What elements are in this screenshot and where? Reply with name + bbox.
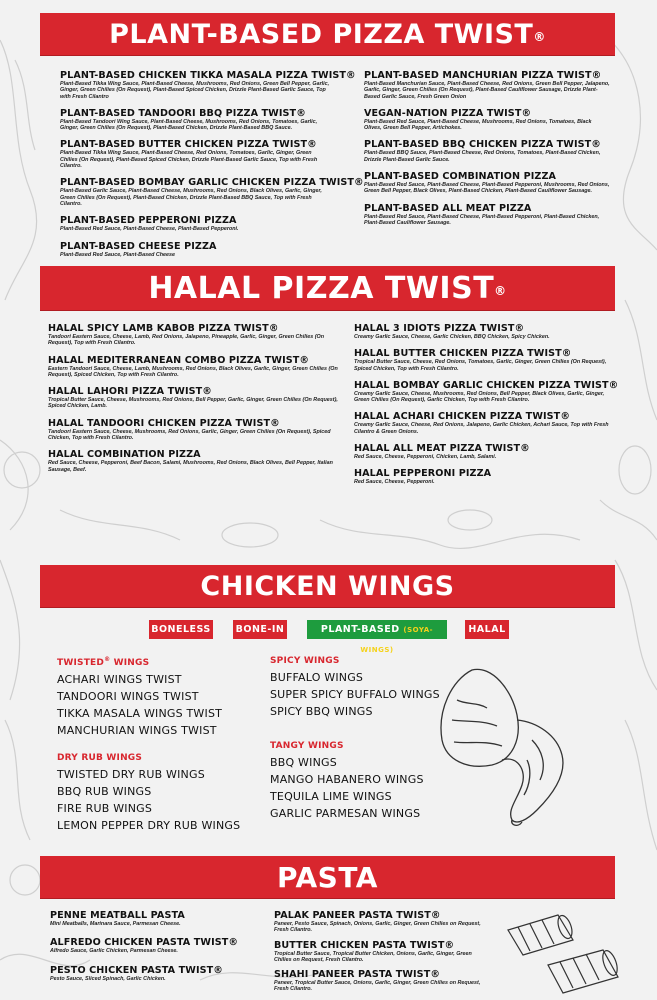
menu-item: HALAL SPICY LAMB KABOB PIZZA TWIST® Tandoori Eastern Sauce, Cheese, Lamb, Red Onions, Jalapeno, Pineapple, Garlic, Ginger, Green Chilies (On Request), Top with Fresh Cilantro. — [48, 323, 324, 347]
plant-based-banner — [40, 13, 615, 55]
tangy-wings-group — [270, 741, 440, 822]
chicken-wings-banner — [40, 565, 615, 607]
menu-item: VEGAN-NATION PIZZA TWIST® Plant-Based Red Sauce, Plant-Based Cheese, Mushrooms, Red Onions, Tomatoes, Black Olives, Green Bell Pepper, Artichokes. — [364, 107, 592, 132]
menu-item: HALAL TANDOORI CHICKEN PIZZA TWIST® Tandoori Eastern Sauce, Cheese, Mushrooms, Red Onions, Garlic, Ginger, Green Chilies (On Request), Spiced Chicken, Top with Fresh Cilantro. — [48, 417, 331, 442]
wing-item: BBQ WINGS — [270, 756, 337, 769]
pasta-left-column — [50, 910, 260, 990]
wing-item: FIRE RUB WINGS — [57, 802, 153, 815]
menu-item: HALAL MEDITERRANEAN COMBO PIZZA TWIST® Eastern Tandoori Sauce, Cheese, Lamb, Mushrooms, Red Onions, Black Olives, Garlic, Ginger, Green Chilies (On Request), Spiced Chicken, Top with Fresh Cilantro. — [48, 354, 338, 378]
chicken-wing-sketch-icon — [432, 660, 582, 830]
wings-right-column — [270, 656, 440, 836]
menu-item: BUTTER CHICKEN PASTA TWIST® Tropical Butter Sauce, Tropical Butter Chicken, Onions, Garlic, Ginger, Green Chilies on Request, Fresh Cilantro. — [274, 939, 472, 963]
menu-item: HALAL ALL MEAT PIZZA TWIST® Red Sauce, Cheese, Pepperoni, Chicken, Lamb, Salami. — [354, 443, 530, 461]
wing-item: BBQ RUB WINGS — [57, 785, 152, 798]
menu-item: PALAK PANEER PASTA TWIST® Paneer, Pesto Sauce, Spinach, Onions, Garlic, Ginger, Green Chilies on Request, Fresh Cilantro. — [274, 910, 481, 934]
wing-group-title: DRY RUB WINGS — [57, 753, 143, 763]
menu-item: HALAL PEPPERONI PIZZA Red Sauce, Cheese, Pepperoni. — [354, 468, 492, 486]
wing-group-title: TANGY WINGS — [270, 741, 344, 751]
menu-item: PLANT-BASED PEPPERONI PIZZA Plant-Based Red Sauce, Plant-Based Cheese, Plant-Based Pepperoni. — [60, 215, 239, 233]
pasta-title: PASTA — [277, 861, 378, 894]
tag-boneless: BONELESS — [149, 620, 213, 639]
registered-mark: ® — [533, 30, 546, 44]
menu-item: PLANT-BASED BBQ CHICKEN PIZZA TWIST® Plant-Based BBQ Sauce, Plant-Based Cheese, Red Onions, Tomatoes, Plant-Based Chicken, Drizzle Plant-Based Garlic Sauce. — [364, 139, 601, 163]
penne-pasta-sketch-icon — [498, 905, 628, 1000]
wing-item: TIKKA MASALA WINGS TWIST — [57, 707, 223, 720]
menu-item: PLANT-BASED CHEESE PIZZA Plant-Based Red Sauce, Plant-Based Cheese — [60, 240, 217, 258]
wing-group-title: TWISTED® WINGS — [57, 656, 150, 668]
chicken-wings-title: CHICKEN WINGS — [200, 571, 455, 602]
wing-item: ACHARI WINGS TWIST — [57, 673, 182, 686]
wing-item: GARLIC PARMESAN WINGS — [270, 807, 421, 820]
menu-item: PLANT-BASED CHICKEN TIKKA MASALA PIZZA TWIST® Plant-Based Tikka Wing Sauce, Plant-Based Cheese, Mushrooms, Red Onions, Green Bell Pepper, Garlic, Ginger, Green Chilies (On Request), Plant-Based Spiced Chicken, Drizzle Plant-Based Garlic Sauce, Top with Fresh Cilantro — [60, 70, 356, 100]
menu-item: SHAHI PANEER PASTA TWIST® Paneer, Tropical Butter Sauce, Onions, Garlic, Ginger, Green Chilies on Request, Fresh Cilantro. — [274, 969, 481, 993]
menu-item: PESTO CHICKEN PASTA TWIST® Pesto Sauce, Sliced Spinach, Garlic Chicken. — [50, 964, 223, 982]
wing-group-title: SPICY WINGS — [270, 656, 340, 666]
pasta-right-column — [274, 910, 489, 1000]
menu-item: PLANT-BASED BUTTER CHICKEN PIZZA TWIST® Plant-Based Tikka Wing Sauce, Plant-Based Cheese, Red Onions, Tomatoes, Garlic, Ginger, Green Chilies (On Request), Plant-Based Spiced Chicken, Drizzle Plant-Based Garlic Sauce, Top with Fresh Cilantro. — [60, 139, 318, 170]
wing-item: TEQUILA LIME WINGS — [270, 790, 392, 803]
plant-based-title: PLANT-BASED PIZZA TWIST — [109, 19, 534, 50]
wing-item: TANDOORI WINGS TWIST — [57, 690, 199, 703]
plant-based-right-column — [364, 70, 610, 234]
twisted-wings-group — [57, 656, 257, 739]
menu-item: HALAL BUTTER CHICKEN PIZZA TWIST® Tropical Butter Sauce, Cheese, Red Onions, Tomatoes, Garlic, Ginger, Green Chilies (On Request), Spiced Chicken, Top with Fresh Cilantro. — [354, 348, 607, 372]
wing-item: SPICY BBQ WINGS — [270, 705, 373, 718]
menu-item: PENNE MEATBALL PASTA Mini Meatballs, Marinara Sauce, Parmesan Cheese. — [50, 910, 185, 927]
wing-item: LEMON PEPPER DRY RUB WINGS — [57, 819, 241, 832]
menu-item: HALAL BOMBAY GARLIC CHICKEN PIZZA TWIST® Creamy Garlic Sauce, Cheese, Mushrooms, Red Onions, Bell Pepper, Black Olives, Garlic, Ginger, Green Chilies (On Request), Garlic Chicken, Top with Fresh Cilantro. — [354, 379, 619, 404]
menu-item: PLANT-BASED COMBINATION PIZZA Plant-Based Red Sauce, Plant-Based Cheese, Plant-Based Pepperoni, Mushrooms, Red Onions, Green Bell Pepper, Black Olives, Plant-Based Chicken, Plant-Based Cauliflower Sausage. — [364, 171, 610, 195]
menu-item: HALAL COMBINATION PIZZA Red Sauce, Cheese, Pepperoni, Beef Bacon, Salami, Mushrooms, Red Onions, Black Olives, Bell Pepper, Italian Sausage, Beef. — [48, 449, 333, 473]
menu-item: PLANT-BASED TANDOORI BBQ PIZZA TWIST® Plant-Based Tandoori Wing Sauce, Plant-Based Cheese, Mushrooms, Red Onions, Tomatoes, Garlic, Ginger, Green Chilies (On Request), Plant-Based Chicken, Drizzle Plant-Based BBQ Sauce. — [60, 107, 318, 132]
wing-item: BUFFALO WINGS — [270, 671, 364, 684]
menu-item: PLANT-BASED BOMBAY GARLIC CHICKEN PIZZA TWIST® Plant-Based Garlic Sauce, Plant-Based Cheese, Mushrooms, Red Onions, Black Olives, Garlic, Ginger, Green Chilies (On Request), Plant-Based Chicken, Drizzle Plant-Based BBQ Sauce, Top with Fresh Cilantro. — [60, 177, 364, 207]
tag-halal: HALAL — [465, 620, 509, 639]
menu-item: HALAL 3 IDIOTS PIZZA TWIST® Creamy Garlic Sauce, Cheese, Garlic Chicken, BBQ Chicken, Spicy Chicken. — [354, 323, 550, 340]
wings-left-column — [57, 656, 257, 848]
menu-item: HALAL ACHARI CHICKEN PIZZA TWIST® Creamy Garlic Sauce, Cheese, Red Onions, Jalapeno, Garlic Chicken, Achari Sauce, Top with Fresh Cilantro & Green Onions. — [354, 411, 609, 435]
registered-mark: ® — [494, 284, 507, 298]
wing-item: MANGO HABANERO WINGS — [270, 773, 424, 786]
wing-item: SUPER SPICY BUFFALO WINGS — [270, 688, 440, 701]
wing-item: TWISTED DRY RUB WINGS — [57, 768, 205, 781]
plant-based-left-column — [60, 70, 364, 266]
tag-bone-in: BONE-IN — [233, 620, 287, 639]
halal-title: HALAL PIZZA TWIST — [148, 271, 495, 306]
wing-type-tags — [0, 620, 657, 654]
menu-item: PLANT-BASED MANCHURIAN PIZZA TWIST® Plant-Based Manchurian Sauce, Plant-Based Cheese, Red Onions, Green Bell Pepper, Jalapeno, Garlic, Ginger, Green Chilies (On Request), Plant-Based Cauliflower Sausage, Drizzle Plant-Based Garlic Sauce, Fresh Green Onion — [364, 70, 610, 100]
pasta-banner — [40, 856, 615, 898]
halal-banner — [40, 266, 615, 310]
halal-left-column — [48, 323, 338, 481]
menu-item: HALAL LAHORI PIZZA TWIST® Tropical Butter Sauce, Cheese, Mushrooms, Red Onions, Bell Pepper, Garlic, Ginger, Green Chilies (On Request), Spiced Chicken, Lamb. — [48, 386, 338, 410]
wing-item: MANCHURIAN WINGS TWIST — [57, 724, 217, 737]
spicy-wings-group — [270, 656, 440, 720]
menu-item: PLANT-BASED ALL MEAT PIZZA Plant-Based Red Sauce, Plant-Based Cheese, Plant-Based Pepperoni, Plant-Based Chicken, Plant-Based Cauliflower Sausage. — [364, 202, 600, 226]
tag-plant-based: PLANT-BASED (SOYA-WINGS) — [307, 620, 447, 639]
dry-rub-wings-group — [57, 753, 257, 834]
halal-right-column — [354, 323, 619, 494]
menu-item: ALFREDO CHICKEN PASTA TWIST® Alfredo Sauce, Garlic Chicken, Parmesan Cheese. — [50, 937, 239, 955]
tag-soya-wings: (SOYA-WINGS) — [360, 626, 434, 654]
